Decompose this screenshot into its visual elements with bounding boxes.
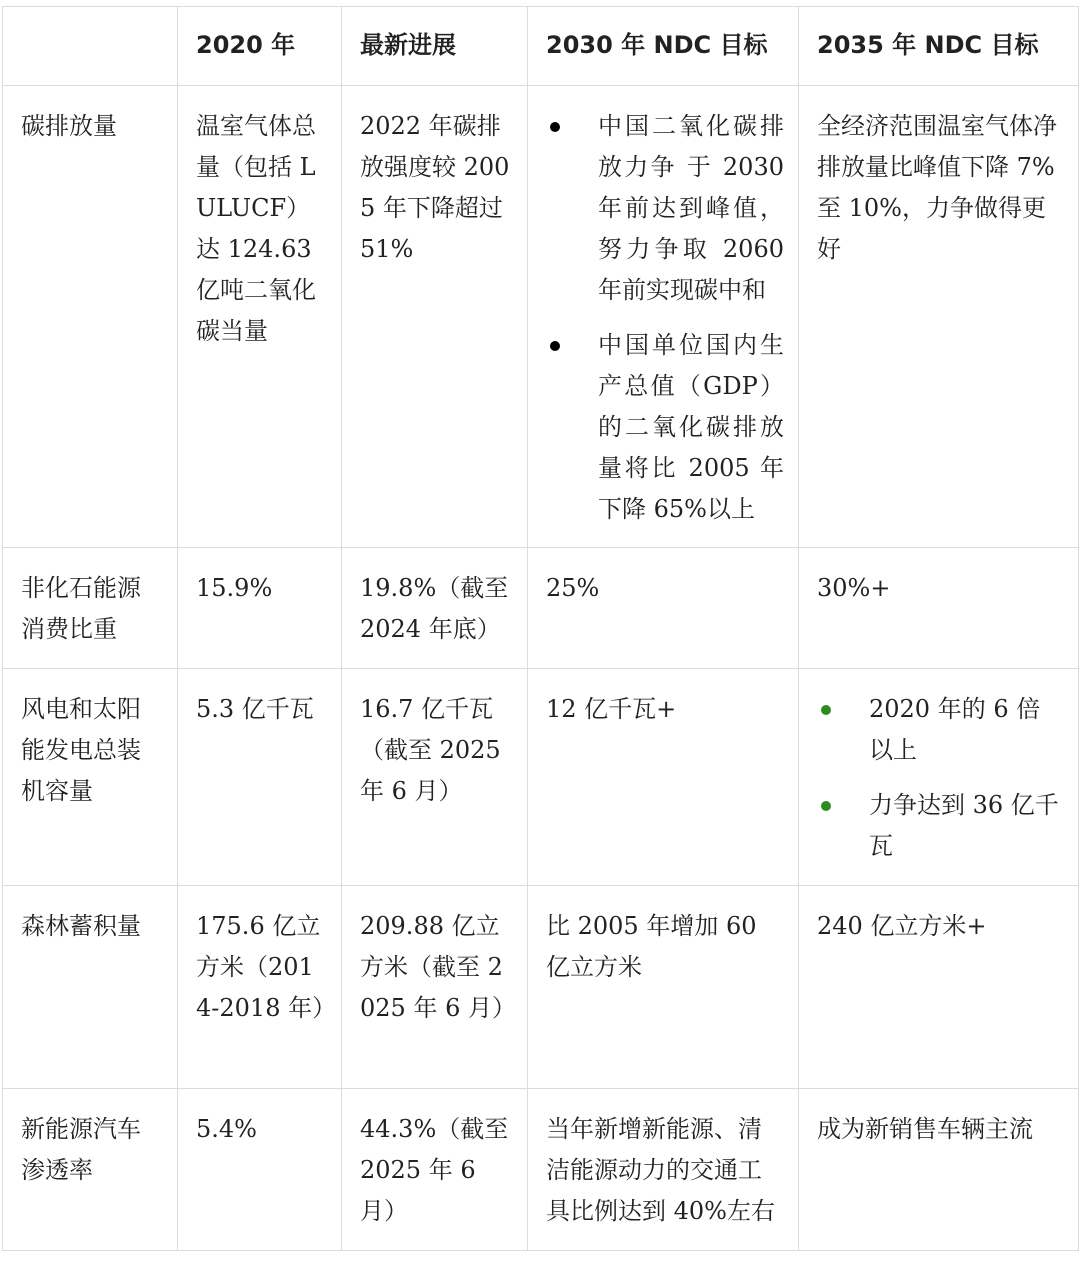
cell-ndc-2030: 25% [528,548,799,669]
cell-latest: 44.3%（截至 2025 年 6 月） [342,1089,528,1251]
cell-latest: 16.7 亿千瓦（截至 2025 年 6 月） [342,669,528,886]
list-item [817,785,1064,867]
header-2020: 2020 年 [178,7,342,86]
cell-ndc-2035: 全经济范围温室气体净排放量比峰值下降 7%至 10%，力争做得更好 [799,86,1079,548]
cell-2020: 温室气体总量（包括 LULUCF）达 124.63 亿吨二氧化碳当量 [178,86,342,548]
list-item [817,689,1064,771]
row-label: 风电和太阳能发电总装机容量 [3,669,178,886]
table-row [3,669,1079,886]
row-label: 碳排放量 [3,86,178,548]
list-item-text: 2020 年的 6 倍以上 [869,695,1041,764]
ndc-comparison-table [2,6,1079,1251]
cell-ndc-2030 [528,86,799,548]
table-row [3,886,1079,1089]
cell-ndc-2035: 240 亿立方米+ [799,886,1079,1089]
cell-2020: 5.4% [178,1089,342,1251]
cell-ndc-2035 [799,669,1079,886]
bullet-list [546,106,784,530]
cell-2020: 175.6 亿立方米（2014-2018 年） [178,886,342,1089]
row-label: 森林蓄积量 [3,886,178,1089]
cell-ndc-2030: 比 2005 年增加 60 亿立方米 [528,886,799,1089]
bullet-list [817,689,1064,867]
header-ndc-2035: 2035 年 NDC 目标 [799,7,1079,86]
table-row [3,548,1079,669]
cell-latest: 209.88 亿立方米（截至 2025 年 6 月） [342,886,528,1089]
table-row [3,86,1079,548]
list-item [546,325,784,530]
cell-ndc-2030: 当年新增新能源、清洁能源动力的交通工具比例达到 40%左右 [528,1089,799,1251]
list-item-text: 中国二氧化碳排放力争 于 2030 年前达到峰值，努力争取 2060 年前实现碳中和 [598,112,784,304]
cell-2020: 15.9% [178,548,342,669]
bullet-icon [821,705,831,715]
cell-2020: 5.3 亿千瓦 [178,669,342,886]
table-row [3,1089,1079,1251]
bullet-icon [550,341,560,351]
bullet-icon [821,801,831,811]
list-item [546,106,784,311]
bullet-icon [550,122,560,132]
header-corner-cell [3,7,178,86]
cell-ndc-2035: 成为新销售车辆主流 [799,1089,1079,1251]
header-ndc-2030: 2030 年 NDC 目标 [528,7,799,86]
header-latest-progress: 最新进展 [342,7,528,86]
table-header-row [3,7,1079,86]
list-item-text: 中国单位国内生产总值（GDP）的二氧化碳排放量将比 2005 年下降 65%以上 [598,331,784,523]
cell-ndc-2035: 30%+ [799,548,1079,669]
cell-ndc-2030: 12 亿千瓦+ [528,669,799,886]
row-label: 非化石能源消费比重 [3,548,178,669]
row-label: 新能源汽车渗透率 [3,1089,178,1251]
cell-latest: 2022 年碳排放强度较 2005 年下降超过 51% [342,86,528,548]
list-item-text: 力争达到 36 亿千瓦 [869,791,1059,860]
cell-latest: 19.8%（截至 2024 年底） [342,548,528,669]
